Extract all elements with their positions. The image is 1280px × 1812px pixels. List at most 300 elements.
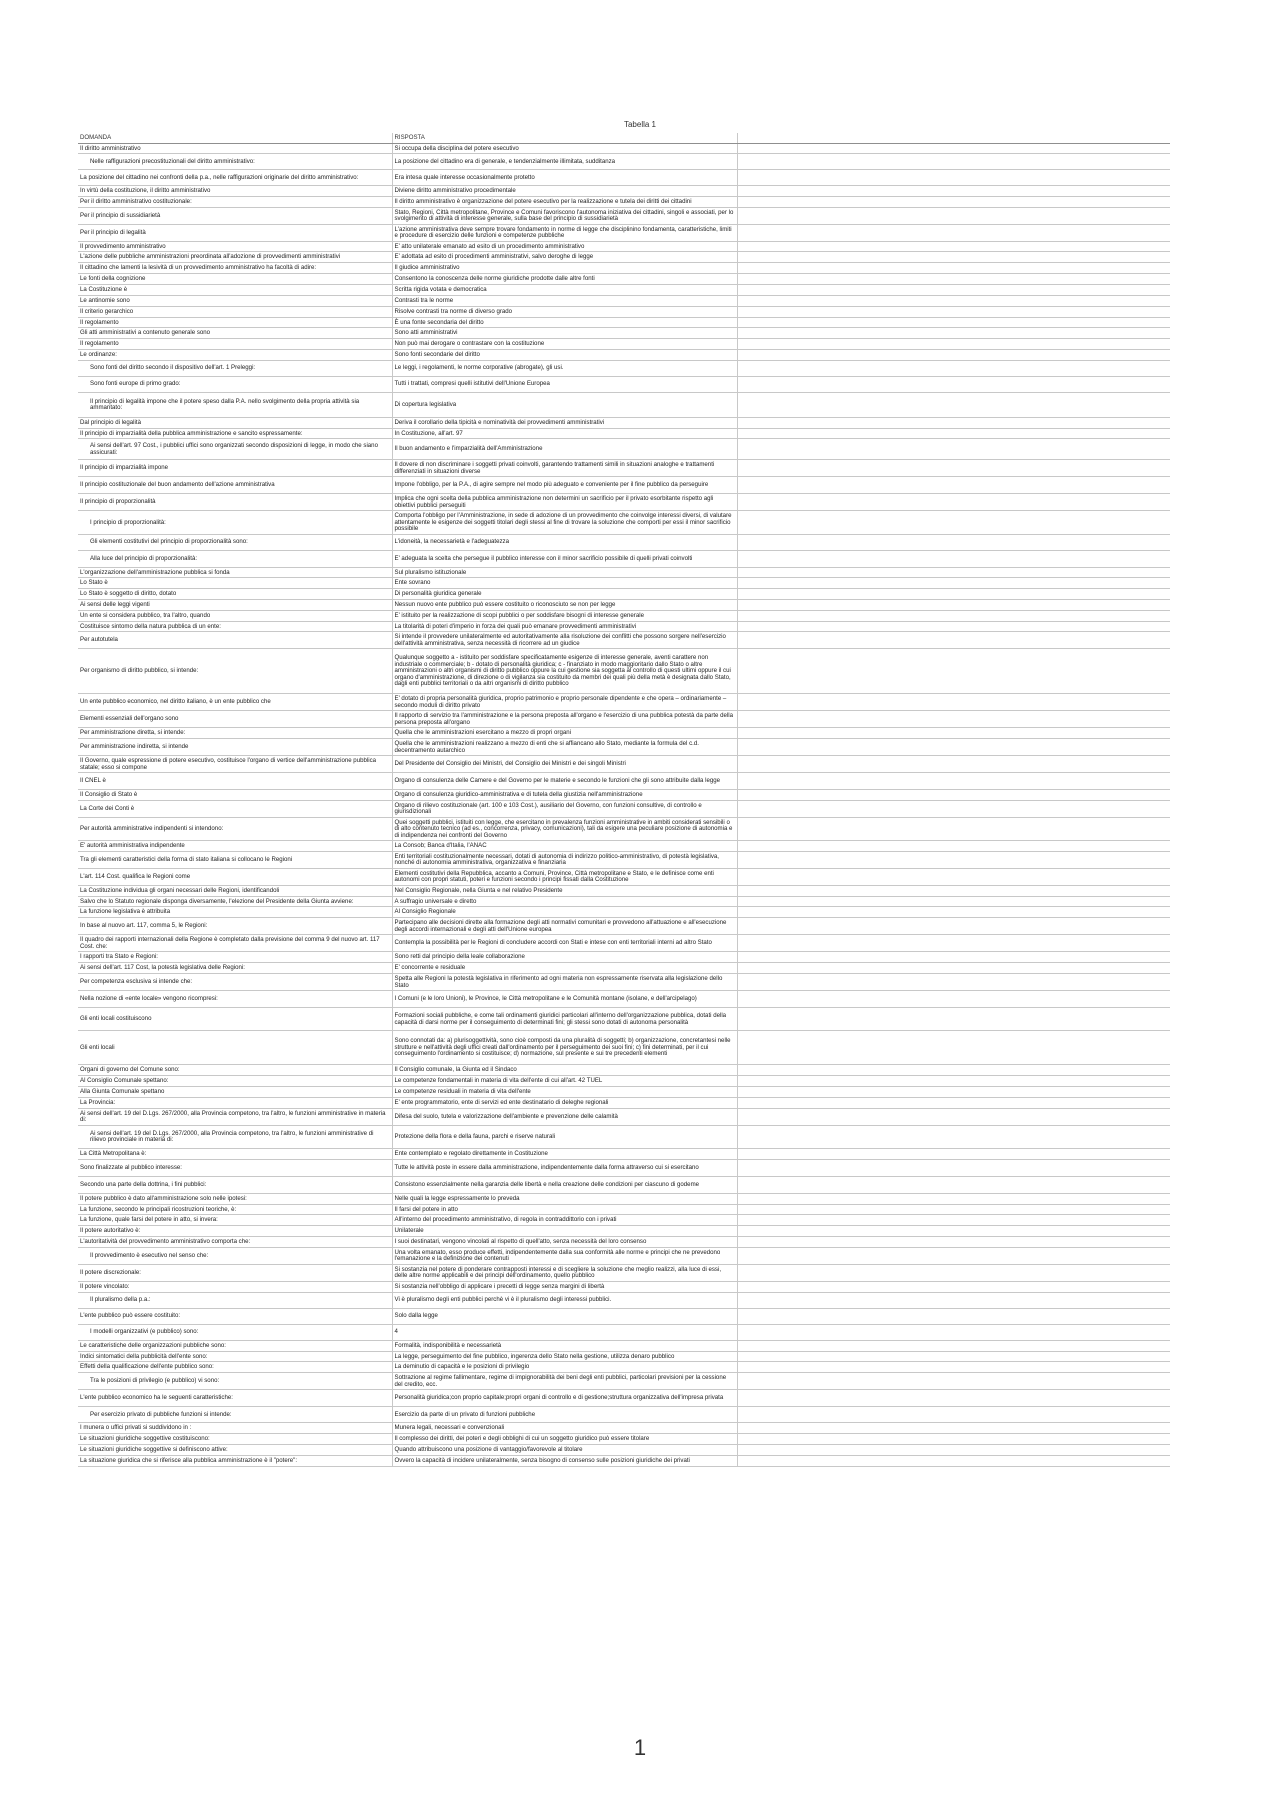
empty-cell — [737, 578, 1170, 589]
question-cell: Elementi essenziali dell'organo sono — [78, 711, 392, 728]
table-row — [78, 1434, 1170, 1445]
question-cell: La Provincia: — [78, 1097, 392, 1108]
empty-cell — [737, 1308, 1170, 1324]
question-cell: I rapporti tra Stato e Regioni: — [78, 952, 392, 963]
table-row — [78, 918, 1170, 935]
table-row — [78, 800, 1170, 817]
table-row — [78, 1176, 1170, 1193]
qa-table — [78, 133, 1170, 1467]
empty-cell — [737, 599, 1170, 610]
table-row — [78, 224, 1170, 241]
empty-cell — [737, 1456, 1170, 1467]
answer-cell: La Consob; Banca d'Italia, l'ANAC — [392, 841, 737, 852]
answer-cell: Organo di consulenza giuridico-amministrativa e di tutela della giustizia nell'amministrazione — [392, 790, 737, 801]
answer-cell: Protezione della flora e della fauna, parchi e riserve naturali — [392, 1125, 737, 1148]
empty-cell — [737, 1148, 1170, 1159]
empty-cell — [737, 460, 1170, 477]
question-cell: L'azione delle pubbliche amministrazioni preordinata all'adozione di provvedimenti amministrativi — [78, 252, 392, 263]
table-row — [78, 349, 1170, 360]
question-cell: Nella nozione di «ente locale» vengono ricompresi: — [78, 991, 392, 1008]
empty-cell — [737, 1097, 1170, 1108]
answer-cell: Sottrazione al regime fallimentare, regime di impignorabilità dei beni degli enti pubblici, particolari previsioni per la cessione del credito, ecc. — [392, 1373, 737, 1390]
empty-cell — [737, 1340, 1170, 1351]
answer-cell: Ente contemplato e regolato direttamente in Costituzione — [392, 1148, 737, 1159]
answer-cell: E' concorrente e residuale — [392, 963, 737, 974]
question-cell: Il potere pubblico è dato all'amministrazione solo nelle ipotesi: — [78, 1193, 392, 1204]
table-row — [78, 1340, 1170, 1351]
question-cell: Al Consiglio Comunale spettano: — [78, 1076, 392, 1087]
empty-cell — [737, 974, 1170, 991]
answer-cell: Unilaterale — [392, 1226, 737, 1237]
table-row — [78, 170, 1170, 186]
question-cell: Il principio di imparzialità della pubblica amministrazione e sancito espressamente: — [78, 428, 392, 439]
table-row — [78, 1076, 1170, 1087]
answer-cell: E' dotato di propria personalità giuridica, proprio patrimonio e proprio personale dipendente e che opera – ordinariamente – secondo moduli di diritto privato — [392, 694, 737, 711]
answer-cell: E' ente programmatorio, ente di servizi ed ente destinatario di deleghe regionali — [392, 1097, 737, 1108]
question-cell: Le ordinanze: — [78, 349, 392, 360]
empty-cell — [737, 1373, 1170, 1390]
empty-cell — [737, 1281, 1170, 1292]
answer-cell: Quando attribuiscono una posizione di vantaggio/favorevole al titolare — [392, 1445, 737, 1456]
table-row — [78, 477, 1170, 494]
question-cell: Ai sensi dell'art. 117 Cost, la potestà legislativa delle Regioni: — [78, 963, 392, 974]
table-row — [78, 567, 1170, 578]
question-cell: In base al nuovo art. 117, comma 5, le Regioni: — [78, 918, 392, 935]
question-cell: In virtù della costituzione, il diritto amministrativo — [78, 186, 392, 197]
table-row — [78, 263, 1170, 274]
answer-cell: Comporta l'obbligo per l'Amministrazione, in sede di adozione di un provvedimento che coinvolge interessi diversi, di valutare attentamente le esigenze dei soggetti titolari degli stessi al fine di trovare la soluzione che comporti per essi il minor sacrificio possibile — [392, 511, 737, 535]
answer-cell: Contrasti tra le norme — [392, 295, 737, 306]
answer-cell: Deriva il corollario della tipicità e nominatività dei provvedimenti amministrativi — [392, 417, 737, 428]
empty-cell — [737, 339, 1170, 350]
empty-cell — [737, 511, 1170, 535]
question-cell: Gli atti amministrativi a contenuto generale sono — [78, 328, 392, 339]
answer-cell: In Costituzione, all'art. 97 — [392, 428, 737, 439]
table-row — [78, 494, 1170, 511]
empty-cell — [737, 1351, 1170, 1362]
table-row — [78, 428, 1170, 439]
empty-cell — [737, 439, 1170, 460]
question-cell: Indici sintomatici della pubblicità dell'ente sono: — [78, 1351, 392, 1362]
answer-cell: Il diritto amministrativo è organizzazione del potere esecutivo per la realizzazione e tutela dei diritti dei cittadini — [392, 196, 737, 207]
empty-cell — [737, 349, 1170, 360]
question-cell: Il potere autoritativo è: — [78, 1226, 392, 1237]
qa-table-body — [78, 133, 1170, 1467]
answer-cell: Del Presidente del Consiglio dei Ministri, del Consiglio dei Ministri e dei singoli Ministri — [392, 756, 737, 773]
empty-cell — [737, 1159, 1170, 1176]
empty-cell — [737, 1434, 1170, 1445]
answer-cell: Impone l'obbligo, per la P.A., di agire sempre nel modo più adeguato e conveniente per il fine pubblico da perseguire — [392, 477, 737, 494]
table-row — [78, 550, 1170, 567]
question-cell: Lo Stato è soggetto di diritto, dotato — [78, 589, 392, 600]
empty-cell — [737, 360, 1170, 376]
table-row — [78, 1031, 1170, 1065]
answer-cell: Il dovere di non discriminare i soggetti privati coinvolti, garantendo trattamenti simili in situazioni analoghe e trattamenti differenziati in situazioni diverse — [392, 460, 737, 477]
table-row — [78, 1086, 1170, 1097]
answer-cell: Elementi costitutivi della Repubblica, accanto a Comuni, Province, Città metropolitane e Stato, e le definisce come enti autonomi con propri statuti, poteri e funzioni secondo i principi fissati dalla Costituzione — [392, 868, 737, 885]
empty-cell — [737, 1324, 1170, 1340]
empty-cell — [737, 739, 1170, 756]
answer-cell: Tutte le attività poste in essere dalla amministrazione, indipendentemente dalla forma attraverso cui si esercitano — [392, 1159, 737, 1176]
empty-cell — [737, 632, 1170, 649]
answer-cell: Tutti i trattati, compresi quelli istitutivi dell'Unione Europea — [392, 376, 737, 392]
answer-cell: Consentono la conoscenza delle norme giuridiche prodotte dalle altre fonti — [392, 274, 737, 285]
table-row — [78, 935, 1170, 952]
table-row — [78, 534, 1170, 550]
question-cell: Ai sensi dell'art. 97 Cost., i pubblici uffici sono organizzati secondo disposizioni di legge, in modo che siano assicurati: — [78, 439, 392, 460]
answer-cell: Sono retti dal principio della leale collaborazione — [392, 952, 737, 963]
question-cell: I modelli organizzativi (e pubblico) sono: — [78, 1324, 392, 1340]
answer-cell: Stato, Regioni, Città metropolitane, Province e Comuni favoriscono l'autonoma iniziativa dei cittadini, singoli e associati, per lo svolgimento di attività di interesse generale, sulla base del principio di sussidiarietà — [392, 207, 737, 224]
answer-cell: Le leggi, i regolamenti, le norme corporative (abrogate), gli usi. — [392, 360, 737, 376]
answer-cell: Quella che le amministrazioni realizzano a mezzo di enti che si affiancano allo Stato, mediante la formula del c.d. decentramento autarchico — [392, 739, 737, 756]
page-number: 1 — [633, 1735, 647, 1760]
answer-cell: Diviene diritto amministrativo procedimentale — [392, 186, 737, 197]
empty-cell — [737, 1215, 1170, 1226]
empty-cell — [737, 896, 1170, 907]
question-cell: Sono finalizzate al pubblico interesse: — [78, 1159, 392, 1176]
answer-cell: E' atto unilaterale emanato ad esito di un procedimento amministrativo — [392, 241, 737, 252]
empty-cell — [737, 263, 1170, 274]
question-cell: Organi di governo del Comune sono: — [78, 1065, 392, 1076]
table-row — [78, 817, 1170, 841]
question-cell: Ai sensi dell'art. 19 del D.Lgs. 267/2000, alla Provincia competono, tra l'altro, le funzioni amministrative di rilievo provinciale in materia di: — [78, 1125, 392, 1148]
answer-cell: Era intesa quale interesse occasionalmente protetto — [392, 170, 737, 186]
table-row — [78, 1281, 1170, 1292]
question-cell: La posizione del cittadino nei confronti della p.a., nelle raffigurazioni originarie del diritto amministrativo: — [78, 170, 392, 186]
empty-cell — [737, 868, 1170, 885]
question-cell: Salvo che lo Statuto regionale disponga diversamente, l'elezione del Presidente della Giunta avviene: — [78, 896, 392, 907]
question-cell: Il principio di proporzionalità — [78, 494, 392, 511]
question-cell: Il criterio gerarchico — [78, 306, 392, 317]
answer-cell: Difesa del suolo, tutela e valorizzazione dell'ambiente e prevenzione delle calamità — [392, 1108, 737, 1125]
answer-cell: Qualunque soggetto a - istituito per soddisfare specificatamente esigenze di interesse generale, aventi carattere non industriale o commerciale; b - dotato di personalità giuridica; c - finanziato in modo maggioritario dallo Stato o altre amministrazioni o altri organismi di diritto pubblico oppure la cui gestione sia soggetta al controllo di questi ultimi oppure il cui organo d'amministrazione, di direzione o di vigilanza sia costituito da membri dei quali più della metà è designata dallo Stato, dagli enti pubblici territoriali o da altri organismi di diritto pubblico — [392, 649, 737, 694]
table-row — [78, 773, 1170, 790]
question-cell: Il pluralismo della p.a.: — [78, 1292, 392, 1308]
question-cell: La funzione legislativa è attribuita — [78, 907, 392, 918]
empty-cell — [737, 885, 1170, 896]
question-cell: Tra le posizioni di privilegio (e pubblico) vi sono: — [78, 1373, 392, 1390]
question-cell: Il diritto amministrativo — [78, 143, 392, 154]
empty-cell — [737, 392, 1170, 417]
table-row — [78, 1407, 1170, 1423]
answer-cell: L'azione amministrativa deve sempre trovare fondamento in norme di legge che disciplinino fondamenta, caratteristiche, limiti e procedure di esercizio delle funzioni e competenze pubbliche — [392, 224, 737, 241]
empty-cell — [737, 550, 1170, 567]
answer-cell: Quella che le amministrazioni esercitano a mezzo di propri organi — [392, 728, 737, 739]
answer-cell: Munera legali, necessari e convenzionali — [392, 1423, 737, 1434]
empty-cell — [737, 224, 1170, 241]
empty-cell — [737, 154, 1170, 170]
empty-cell — [737, 1362, 1170, 1373]
empty-cell — [737, 170, 1170, 186]
answer-cell: Si intende il provvedere unilateralmente ed autoritativamente alla risoluzione dei conflitti che possono sorgere nell'esercizio dell'attività amministrativa, senza necessità di ricorrere ad un giudice — [392, 632, 737, 649]
table-row — [78, 317, 1170, 328]
empty-cell — [737, 274, 1170, 285]
table-row — [78, 1362, 1170, 1373]
question-cell: Le fonti della cognizione — [78, 274, 392, 285]
table-row — [78, 1008, 1170, 1031]
table-row — [78, 207, 1170, 224]
empty-cell — [737, 196, 1170, 207]
answer-cell: Organo di consulenza delle Camere e del Governo per le materie e secondo le funzioni che gli sono attribuite dalla legge — [392, 773, 737, 790]
empty-cell — [737, 756, 1170, 773]
answer-cell: Si sostanzia nel potere di ponderare contrapposti interessi e di scegliere la soluzione che meglio realizzi, alla luce di essi, delle altre norme applicabili e dei principi dell'ordinamento, quello pubblico — [392, 1264, 737, 1281]
empty-cell — [737, 1176, 1170, 1193]
answer-cell: Spetta alle Regioni la potestà legislativa in riferimento ad ogni materia non espressamente riservata alla legislazione dello Stato — [392, 974, 737, 991]
answer-cell: La titolarità di poteri d'imperio in forza dei quali può emanare provvedimenti amministrativi — [392, 621, 737, 632]
table-row — [78, 1456, 1170, 1467]
empty-cell — [737, 800, 1170, 817]
question-cell: La situazione giuridica che si riferisce alla pubblica amministrazione è il "potere": — [78, 1456, 392, 1467]
table-row — [78, 306, 1170, 317]
table-row — [78, 1065, 1170, 1076]
answer-cell: Enti territoriali costituzionalmente necessari, dotati di autonomia di indirizzo politico-amministrativo, di potestà legislativa, nonché di autonomia amministrativa, organizzativa e finanziaria — [392, 851, 737, 868]
question-cell: Effetti della qualificazione dell'ente pubblico sono: — [78, 1362, 392, 1373]
answer-cell: Contempla la possibilità per le Regioni di concludere accordi con Stati e intese con enti territoriali interni ad altro Stato — [392, 935, 737, 952]
table-row — [78, 1193, 1170, 1204]
question-cell: Il regolamento — [78, 317, 392, 328]
table-row — [78, 143, 1170, 154]
empty-cell — [737, 1086, 1170, 1097]
empty-cell — [737, 1236, 1170, 1247]
answer-cell: Formalità, indisponibilità e necessarietà — [392, 1340, 737, 1351]
question-cell: Per il diritto amministrativo costituzionale: — [78, 196, 392, 207]
table-row — [78, 295, 1170, 306]
question-cell: Il principio di imparzialità impone — [78, 460, 392, 477]
table-row — [78, 1247, 1170, 1264]
question-cell: Il quadro dei rapporti internazionali della Regione è completato dalla previsione del comma 9 del nuovo art. 117 Cost. che: — [78, 935, 392, 952]
empty-cell — [737, 417, 1170, 428]
table-row — [78, 1423, 1170, 1434]
table-row — [78, 186, 1170, 197]
question-cell: La funzione, quale farsi del potere in atto, si invera: — [78, 1215, 392, 1226]
empty-cell — [737, 907, 1170, 918]
table-row — [78, 756, 1170, 773]
question-cell: L'ente pubblico economico ha le seguenti caratteristiche: — [78, 1390, 392, 1407]
empty-column-header — [737, 133, 1170, 143]
answer-cell: Scritta rigida votata e democratica — [392, 285, 737, 296]
table-row — [78, 1390, 1170, 1407]
answer-cell: Sono atti amministrativi — [392, 328, 737, 339]
table-row — [78, 632, 1170, 649]
empty-cell — [737, 773, 1170, 790]
question-cell: La Città Metropolitana è: — [78, 1148, 392, 1159]
table-row — [78, 1226, 1170, 1237]
empty-cell — [737, 952, 1170, 963]
question-cell: Sono fonti europe di primo grado: — [78, 376, 392, 392]
question-cell: Tra gli elementi caratteristici della forma di stato italiana si collocano le Regioni — [78, 851, 392, 868]
table-row — [78, 868, 1170, 885]
question-cell: Ai sensi delle leggi vigenti — [78, 599, 392, 610]
answer-cell: Il complesso dei diritti, dei poteri e degli obblighi di cui un soggetto giuridico può essere titolare — [392, 1434, 737, 1445]
answer-cell: Le competenze fondamentali in materia di vita dell'ente di cui all'art. 42 TUEL — [392, 1076, 737, 1087]
column-header-risposta: RISPOSTA — [392, 133, 737, 143]
answer-cell: Implica che ogni scelta della pubblica amministrazione non determini un sacrificio per il privato esorbitante rispetto agli obiettivi pubblici perseguiti — [392, 494, 737, 511]
question-cell: Le situazioni giuridiche soggettive si definiscono attive: — [78, 1445, 392, 1456]
table-row — [78, 621, 1170, 632]
empty-cell — [737, 1193, 1170, 1204]
answer-cell: Consistono essenzialmente nella garanzia delle libertà e nella creazione delle condizioni per ciascuno di godeme — [392, 1176, 737, 1193]
empty-cell — [737, 1008, 1170, 1031]
empty-cell — [737, 295, 1170, 306]
table-row — [78, 649, 1170, 694]
table-row — [78, 1159, 1170, 1176]
answer-cell: E' adottata ad esito di procedimenti amministrativi, salvo deroghe di legge — [392, 252, 737, 263]
answer-cell: La posizione del cittadino era di generale, e tendenzialmente illimitata, sudditanza — [392, 154, 737, 170]
question-cell: Il principio di legalità impone che il potere speso dalla P.A. nello svolgimento della propria attività sia ammantato: — [78, 392, 392, 417]
empty-cell — [737, 1031, 1170, 1065]
empty-cell — [737, 1065, 1170, 1076]
empty-cell — [737, 1292, 1170, 1308]
empty-cell — [737, 728, 1170, 739]
question-cell: Per competenza esclusiva si intende che: — [78, 974, 392, 991]
answer-cell: Solo dalla legge — [392, 1308, 737, 1324]
question-cell: Per autotutela — [78, 632, 392, 649]
table-row — [78, 1236, 1170, 1247]
answer-cell: Le competenze residuali in materia di vita dell'ente — [392, 1086, 737, 1097]
empty-cell — [737, 1264, 1170, 1281]
answer-cell: Sono connotati da: a) plurisoggettività, sono cioè composti da una pluralità di soggetti; b) organizzazione, concretantesi nelle strutture e nell'attività degli uffici creati dall'ordinamento per il perseguimento dei suoi fini; c) fini determinati, per il cui conseguimento l'ordinamento si costituisce; d) normazione, sul presente e sui tre precedenti elementi — [392, 1031, 737, 1065]
answer-cell: Risolve contrasti tra norme di diverso grado — [392, 306, 737, 317]
empty-cell — [737, 649, 1170, 694]
question-cell: Per amministrazione indiretta, si intende — [78, 739, 392, 756]
question-cell: L'autoritatività del provvedimento amministrativo comporta che: — [78, 1236, 392, 1247]
answer-cell: Di copertura legislativa — [392, 392, 737, 417]
table-row — [78, 1148, 1170, 1159]
question-cell: Il CNEL è — [78, 773, 392, 790]
table-row — [78, 694, 1170, 711]
table-row — [78, 154, 1170, 170]
question-cell: Per amministrazione diretta, si intende: — [78, 728, 392, 739]
answer-cell: Ente sovrano — [392, 578, 737, 589]
question-cell: Per il principio di legalità — [78, 224, 392, 241]
answer-cell: Formazioni sociali pubbliche, e come tali ordinamenti giuridici particolari all'interno dell'organizzazione pubblica, dotati della capacità di darsi norme per il conseguimento di determinati fini; gli stessi sono dotati di autonoma personalità — [392, 1008, 737, 1031]
table-row — [78, 1264, 1170, 1281]
empty-cell — [737, 918, 1170, 935]
answer-cell: Partecipano alle decisioni dirette alla formazione degli atti normativi comunitari e provvedono all'attuazione e all'esecuzione degli accordi internazionali e degli atti dell'Unione europea — [392, 918, 737, 935]
table-title: Tabella 1 — [623, 120, 657, 129]
table-row — [78, 728, 1170, 739]
empty-cell — [737, 241, 1170, 252]
table-row — [78, 599, 1170, 610]
answer-cell: A suffragio universale e diretto — [392, 896, 737, 907]
answer-cell: Esercizio da parte di un privato di funzioni pubbliche — [392, 1407, 737, 1423]
table-row — [78, 896, 1170, 907]
question-cell: Alla luce del principio di proporzionalità: — [78, 550, 392, 567]
question-cell: L'art. 114 Cost. qualifica le Regioni come — [78, 868, 392, 885]
table-row — [78, 1204, 1170, 1215]
answer-cell: I suoi destinatari, vengono vincolati al rispetto di quell'atto, senza necessità del loro consenso — [392, 1236, 737, 1247]
table-row — [78, 711, 1170, 728]
answer-cell: L'idoneità, la necessarietà e l'adeguatezza — [392, 534, 737, 550]
empty-cell — [737, 534, 1170, 550]
empty-cell — [737, 935, 1170, 952]
question-cell: Costituisce sintomo della natura pubblica di un ente: — [78, 621, 392, 632]
column-header-domanda: DOMANDA — [78, 133, 392, 143]
empty-cell — [737, 376, 1170, 392]
question-cell: I munera o uffici privati si suddividono in : — [78, 1423, 392, 1434]
table-row — [78, 252, 1170, 263]
table-row — [78, 360, 1170, 376]
table-row — [78, 851, 1170, 868]
answer-cell: Al Consiglio Regionale — [392, 907, 737, 918]
empty-cell — [737, 991, 1170, 1008]
table-row — [78, 991, 1170, 1008]
question-cell: Per esercizio privato di pubbliche funzioni si intende: — [78, 1407, 392, 1423]
answer-cell: Ovvero la capacità di incidere unilateralmente, senza bisogno di consenso sulle posizioni giuridiche dei privati — [392, 1456, 737, 1467]
empty-cell — [737, 851, 1170, 868]
empty-cell — [737, 494, 1170, 511]
table-row — [78, 952, 1170, 963]
question-cell: Per il principio di sussidiarietà — [78, 207, 392, 224]
question-cell: Un ente si considera pubblico, tra l'altro, quando — [78, 610, 392, 621]
empty-cell — [737, 143, 1170, 154]
question-cell: Il provvedimento è esecutivo nel senso che: — [78, 1247, 392, 1264]
table-row — [78, 511, 1170, 535]
question-cell: Le caratteristiche delle organizzazioni pubbliche sono: — [78, 1340, 392, 1351]
answer-cell: Il Consiglio comunale, la Giunta ed il Sindaco — [392, 1065, 737, 1076]
empty-cell — [737, 306, 1170, 317]
answer-cell: Si sostanzia nell'obbligo di applicare i precetti di legge senza margini di libertà — [392, 1281, 737, 1292]
empty-cell — [737, 1445, 1170, 1456]
answer-cell: All'interno del procedimento amministrativo, di regola in contraddittorio con i privati — [392, 1215, 737, 1226]
table-row — [78, 589, 1170, 600]
answer-cell: E' istituito per la realizzazione di scopi pubblici o per soddisfare bisogni di interesse generale — [392, 610, 737, 621]
empty-cell — [737, 567, 1170, 578]
question-cell: Lo Stato è — [78, 578, 392, 589]
empty-cell — [737, 790, 1170, 801]
empty-cell — [737, 477, 1170, 494]
table-row — [78, 1108, 1170, 1125]
empty-cell — [737, 589, 1170, 600]
answer-cell: Il farsi del potere in atto — [392, 1204, 737, 1215]
table-row — [78, 963, 1170, 974]
table-row — [78, 790, 1170, 801]
answer-cell: E' adeguata la scelta che persegue il pubblico interesse con il minor sacrificio possibile di quelli privati coinvolti — [392, 550, 737, 567]
table-row — [78, 460, 1170, 477]
question-cell: Il potere discrezionale: — [78, 1264, 392, 1281]
question-cell: Il principio costituzionale del buon andamento dell'azione amministrativa — [78, 477, 392, 494]
question-cell: Il Governo, quale espressione di potere esecutivo, costituisce l'organo di vertice dell'amministrazione pubblica statale; esso si compone — [78, 756, 392, 773]
answer-cell: Organo di rilievo costituzionale (art. 100 e 103 Cost.), ausiliario del Governo, con funzioni consultive, di controllo e giurisdizionali — [392, 800, 737, 817]
answer-cell: È una fonte secondaria del diritto — [392, 317, 737, 328]
answer-cell: Vi è pluralismo degli enti pubblici perchè vi è il pluralismo degli interessi pubblici. — [392, 1292, 737, 1308]
table-row — [78, 907, 1170, 918]
answer-cell: Il rapporto di servizio tra l'amministrazione e la persona preposta all'organo e l'esercizio di una pubblica potestà da parte della persona preposta all'organo — [392, 711, 737, 728]
empty-cell — [737, 1204, 1170, 1215]
empty-cell — [737, 207, 1170, 224]
question-cell: I principio di proporzionalità: — [78, 511, 392, 535]
question-cell: Dal principio di legalità — [78, 417, 392, 428]
question-cell: Gli enti locali — [78, 1031, 392, 1065]
empty-cell — [737, 610, 1170, 621]
empty-cell — [737, 1076, 1170, 1087]
question-cell: Il Consiglio di Stato è — [78, 790, 392, 801]
table-row — [78, 739, 1170, 756]
table-row — [78, 1292, 1170, 1308]
table-row — [78, 1215, 1170, 1226]
question-cell: La Costituzione è — [78, 285, 392, 296]
answer-cell: Nelle quali la legge espressamente lo preveda — [392, 1193, 737, 1204]
empty-cell — [737, 285, 1170, 296]
answer-cell: Sul pluralismo istituzionale — [392, 567, 737, 578]
empty-cell — [737, 711, 1170, 728]
question-cell: Ai sensi dell'art. 19 del D.Lgs. 267/2000, alla Provincia competono, tra l'altro, le funzioni amministrative in materia di: — [78, 1108, 392, 1125]
table-row — [78, 841, 1170, 852]
empty-cell — [737, 252, 1170, 263]
table-row — [78, 610, 1170, 621]
answer-cell: Non può mai derogare o contrastare con la costituzione — [392, 339, 737, 350]
